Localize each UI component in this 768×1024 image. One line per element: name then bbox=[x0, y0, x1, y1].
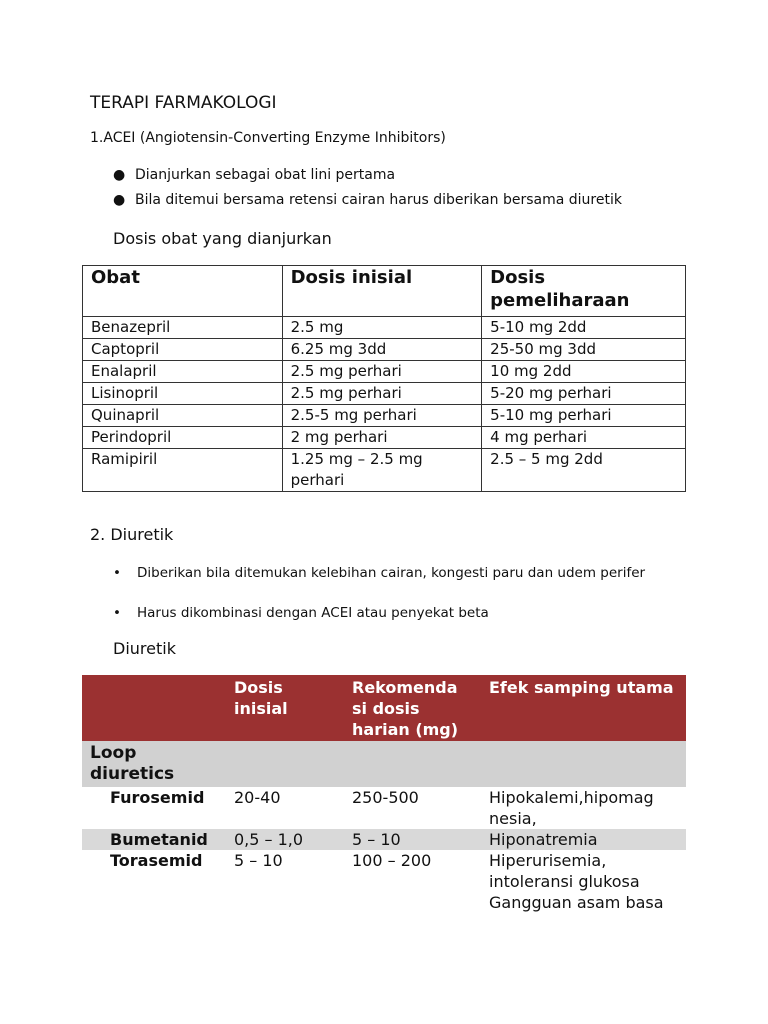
bullet-icon: • bbox=[113, 565, 121, 581]
table-row: Captopril 6.25 mg 3dd 25-50 mg 3dd bbox=[83, 339, 686, 361]
acei-dose-table bbox=[82, 265, 686, 492]
diuretic-table bbox=[82, 675, 686, 913]
column-header: Rekomenda si dosis harian (mg) bbox=[344, 675, 481, 741]
table-row: Benazepril 2.5 mg 5-10 mg 2dd bbox=[83, 317, 686, 339]
column-header bbox=[82, 675, 226, 741]
table-row: Lisinopril 2.5 mg perhari 5-20 mg perhari bbox=[83, 383, 686, 405]
column-header: Efek samping utama bbox=[481, 675, 686, 741]
group-row: Loop diuretics bbox=[82, 741, 686, 787]
table-row: Furosemid 20-40 250-500 Hipokalemi,hipomag nesia, bbox=[110, 788, 654, 828]
bullet-icon: ● bbox=[113, 167, 126, 183]
section1-heading: 1.ACEI (Angiotensin-Converting Enzyme Inhibitors) bbox=[90, 130, 446, 146]
table-row: Bumetanid 0,5 – 1,0 5 – 10 Hiponatremia bbox=[82, 829, 686, 850]
table-caption: Dosis obat yang dianjurkan bbox=[113, 229, 332, 248]
column-header: Dosis pemeliharaan bbox=[482, 266, 686, 317]
page-title: TERAPI FARMAKOLOGI bbox=[90, 93, 277, 113]
column-header: Dosis inisial bbox=[282, 266, 482, 317]
section2-heading: 2. Diuretik bbox=[90, 525, 174, 544]
table-row: Quinapril 2.5-5 mg perhari 5-10 mg perhari bbox=[83, 405, 686, 427]
column-header: Obat bbox=[83, 266, 283, 317]
table-row: Enalapril 2.5 mg perhari 10 mg 2dd bbox=[83, 361, 686, 383]
column-header: Dosis inisial bbox=[226, 675, 344, 741]
table-row: Ramipiril 1.25 mg – 2.5 mg perhari 2.5 – 5 mg 2dd bbox=[83, 449, 686, 492]
table-row: Perindopril 2 mg perhari 4 mg perhari bbox=[83, 427, 686, 449]
bullet-icon: • bbox=[113, 605, 121, 621]
table-caption: Diuretik bbox=[113, 639, 176, 658]
bullet-icon: ● bbox=[113, 192, 126, 208]
table-row: Torasemid 5 – 10 100 – 200 Hiperurisemia, intoleransi glukosa Gangguan asam basa bbox=[110, 851, 664, 912]
